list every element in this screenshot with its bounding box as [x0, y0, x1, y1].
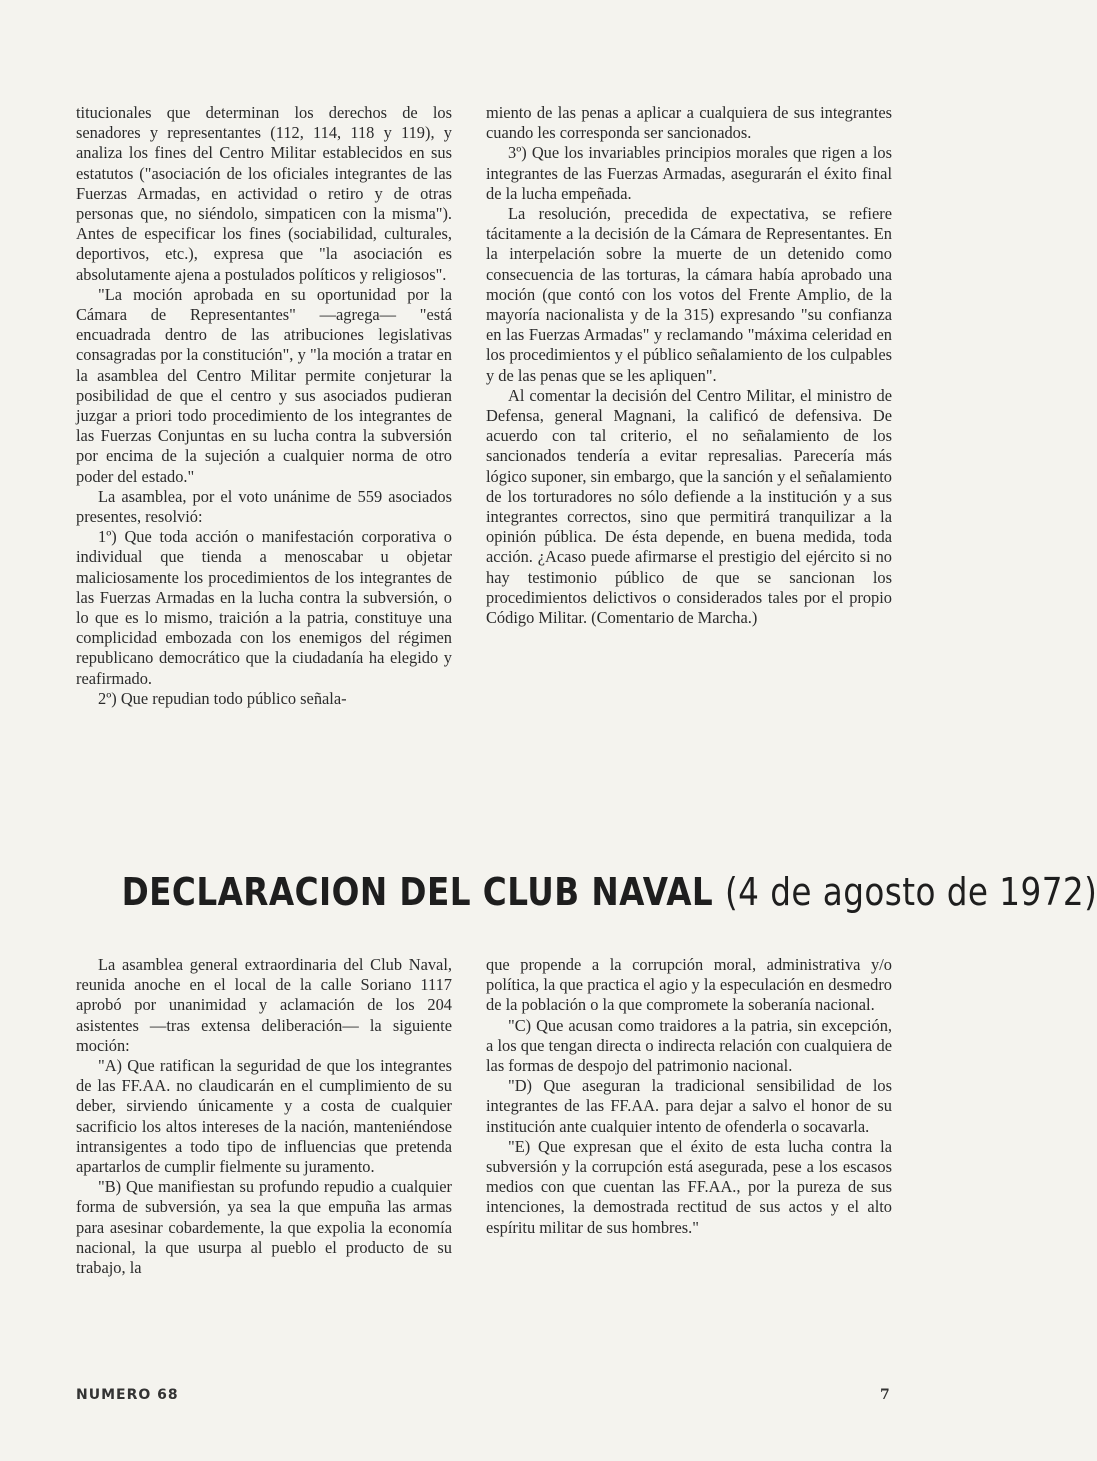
heading-title: DECLARACION DEL CLUB NAVAL — [121, 870, 714, 914]
paragraph: miento de las penas a aplicar a cualquiera de sus integrantes cuando les corresponda ser sancionados. — [486, 103, 892, 143]
bottom-right-column — [486, 955, 892, 1238]
top-left-column — [76, 103, 452, 709]
paragraph: "C) Que acusan como traidores a la patria, sin excepción, a los que tengan directa o indirecta relación con cualquiera de las formas de despojo del patrimonio nacional. — [486, 1015, 892, 1076]
page-number: 7 — [880, 1387, 890, 1403]
bottom-left-column — [76, 955, 452, 1278]
paragraph: 2º) Que repudian todo público señala- — [98, 688, 347, 708]
paragraph: "La moción aprobada en su oportunidad por la Cámara de Representantes" —agrega— "está encuadrada dentro de las atribuciones legislativas consagradas por la constitución", y "la moción a tratar en la asamblea del Centro Militar permite conjeturar la posibilidad de que el centro y sus asociados pudieran juzgar a priori todo procedimiento de los integrantes de las Fuerzas Conjuntas en su lucha contra la subversión por encima de la sujeción a cualquier norma de otro poder del estado." — [76, 284, 452, 486]
paragraph: La asamblea, por el voto unánime de 559 asociados presentes, resolvió: — [76, 486, 452, 527]
paragraph: La asamblea general extraordinaria del Club Naval, reunida anoche en el local de la calle Soriano 1117 aprobó por unanimidad y aclamación de los 204 asistentes —tras extensa deliberación— la siguiente moción: — [76, 955, 452, 1055]
paragraph: que propende a la corrupción moral, administrativa y/o política, la que practica el agio y la especulación en desmedro de la población o la que compromete la soberanía nacional. — [486, 955, 892, 1015]
paragraph: 1º) Que toda acción o manifestación corporativa o individual que tienda a menoscabar u objetar maliciosamente los procedimientos de los integrantes de las Fuerzas Armadas en la lucha contra la subversión, o lo que es lo mismo, traición a la patria, constituye una complicidad embozada con los enemigos del régimen republicano democrático que la ciudadanía ha elegido y reafirmado. — [76, 527, 452, 688]
heading-date: (4 de agosto de 1972) — [724, 870, 1097, 914]
section-heading — [121, 870, 1097, 914]
paragraph: "E) Que expresan que el éxito de esta lucha contra la subversión y la corrupción está asegurada, pese a los escasos medios con que cuentan las FF.AA., por la pureza de sus intenciones, la demostrada rectitud de sus actos y el alto espíritu militar de sus hombres." — [486, 1136, 892, 1237]
paragraph: "B) Que manifiestan su profundo repudio a cualquier forma de subversión, ya sea la que empuña las armas para asesinar cobardemente, la que expolia la economía nacional, la que usurpa al pueblo el producto de su trabajo, la — [76, 1177, 452, 1278]
paragraph: Al comentar la decisión del Centro Militar, el ministro de Defensa, general Magnani, la calificó de defensiva. De acuerdo con tal criterio, el no señalamiento de los sancionados tendería a evitar represalias. Parecería más lógico suponer, sin embargo, que la sanción y el señalamiento de los torturadores no sólo defiende a la institución y a sus integrantes correctos, sino que permitirá tranquilizar a la opinión pública. De ésta depende, en buena medida, toda acción. ¿Acaso puede afirmarse el prestigio del ejército si no hay testimonio público de que se sancionan los procedimientos delictivos o considerados tales por el propio Código Militar. (Comentario de Marcha.) — [486, 385, 892, 628]
paragraph: 3º) Que los invariables principios morales que rigen a los integrantes de las Fuerzas Armadas, asegurarán el éxito final de la lucha empeñada. — [486, 143, 892, 203]
top-right-column — [486, 103, 892, 628]
issue-number: NUMERO 68 — [76, 1387, 179, 1403]
paragraph: titucionales que determinan los derechos de los senadores y representantes (112, 114, 118 y 119), y analiza los fines del Centro Militar establecidos en sus estatutos ("asociación de los oficiales integrantes de las Fuerzas Armadas, en actividad o retiro y de otras personas que, no siéndolo, simpaticen con la misma"). Antes de especificar los fines (sociabilidad, culturales, deportivos, etc.), expresa que "la asociación es absolutamente ajena a postulados políticos y religiosos". — [76, 103, 452, 284]
paragraph: La resolución, precedida de expectativa, se refiere tácitamente a la decisión de la Cámara de Representantes. En la interpelación sobre la muerte de un detenido como consecuencia de las torturas, la cámara había aprobado una moción (que contó con los votos del Frente Amplio, de la mayoría nacionalista y de la 315) expresando "su confianza en las Fuerzas Armadas" y reclamando "máxima celeridad en los procedimientos y el público señalamiento de los culpables y de las penas que se les apliquen". — [486, 204, 892, 385]
paragraph: "D) Que aseguran la tradicional sensibilidad de los integrantes de las FF.AA. para dejar a salvo el honor de su institución ante cualquier intento de ofenderla o socavarla. — [486, 1076, 892, 1136]
paragraph: "A) Que ratifican la seguridad de que los integrantes de las FF.AA. no claudicarán en el cumplimiento de su deber, sirviendo únicamente y a costa de cualquier sacrificio los altos intereses de la nación, manteniéndose intransigentes a todo tipo de influencias que pretenda apartarlos de cumplir fielmente su juramento. — [76, 1056, 452, 1177]
